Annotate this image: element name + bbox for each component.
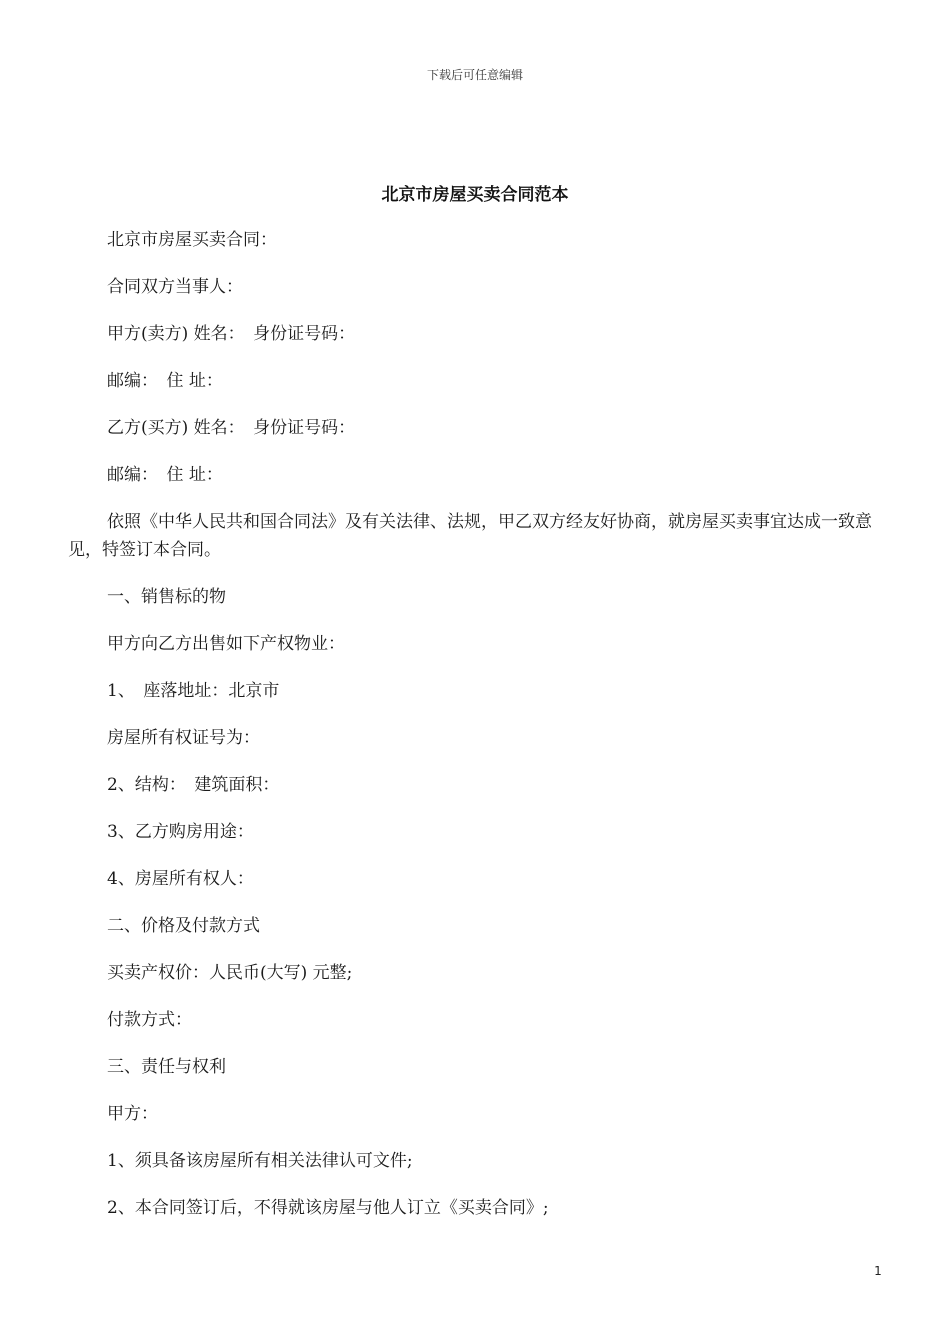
section-heading-subject: 一、销售标的物 — [107, 587, 226, 607]
page-number: 1 — [874, 1264, 882, 1278]
paragraph-seller-address: 邮编： 住 址： — [107, 371, 223, 391]
paragraph-property-intro: 甲方向乙方出售如下产权物业： — [107, 634, 345, 654]
section-heading-price: 二、价格及付款方式 — [107, 916, 260, 936]
list-item-legal-documents: 1、须具备该房屋所有相关法律认可文件; — [107, 1151, 413, 1171]
paragraph-payment-method: 付款方式： — [107, 1010, 192, 1030]
document-body — [68, 226, 876, 1241]
paragraph-preamble: 依照《中华人民共和国合同法》及有关法律、法规，甲乙双方经友好协商，就房屋买卖事宜达成一致意见，特签订本合同。 — [68, 512, 872, 560]
paragraph-buyer-address: 邮编： 住 址： — [107, 465, 223, 485]
paragraph-buyer-name: 乙方(买方) 姓名： 身份证号码： — [107, 418, 356, 438]
list-item-structure: 2、结构： 建筑面积： — [107, 775, 280, 795]
list-item-purpose: 3、乙方购房用途： — [107, 822, 254, 842]
paragraph-contract-heading: 北京市房屋买卖合同： — [107, 230, 277, 250]
header-note: 下载后可任意编辑 — [426, 68, 523, 82]
paragraph-parties: 合同双方当事人： — [107, 277, 243, 297]
paragraph-price: 买卖产权价：人民币(大写) 元整; — [107, 963, 353, 983]
list-item-no-other-contract: 2、本合同签订后，不得就该房屋与他人订立《买卖合同》; — [107, 1198, 549, 1218]
section-heading-rights: 三、责任与权利 — [107, 1057, 226, 1077]
list-item-location: 1、 座落地址：北京市 — [107, 681, 280, 701]
paragraph-certificate-number: 房屋所有权证号为： — [107, 728, 260, 748]
list-item-owner: 4、房屋所有权人： — [107, 869, 254, 889]
paragraph-seller-name: 甲方(卖方) 姓名： 身份证号码： — [107, 324, 356, 344]
document-title: 北京市房屋买卖合同范本 — [381, 185, 569, 205]
paragraph-party-a: 甲方： — [107, 1104, 158, 1124]
